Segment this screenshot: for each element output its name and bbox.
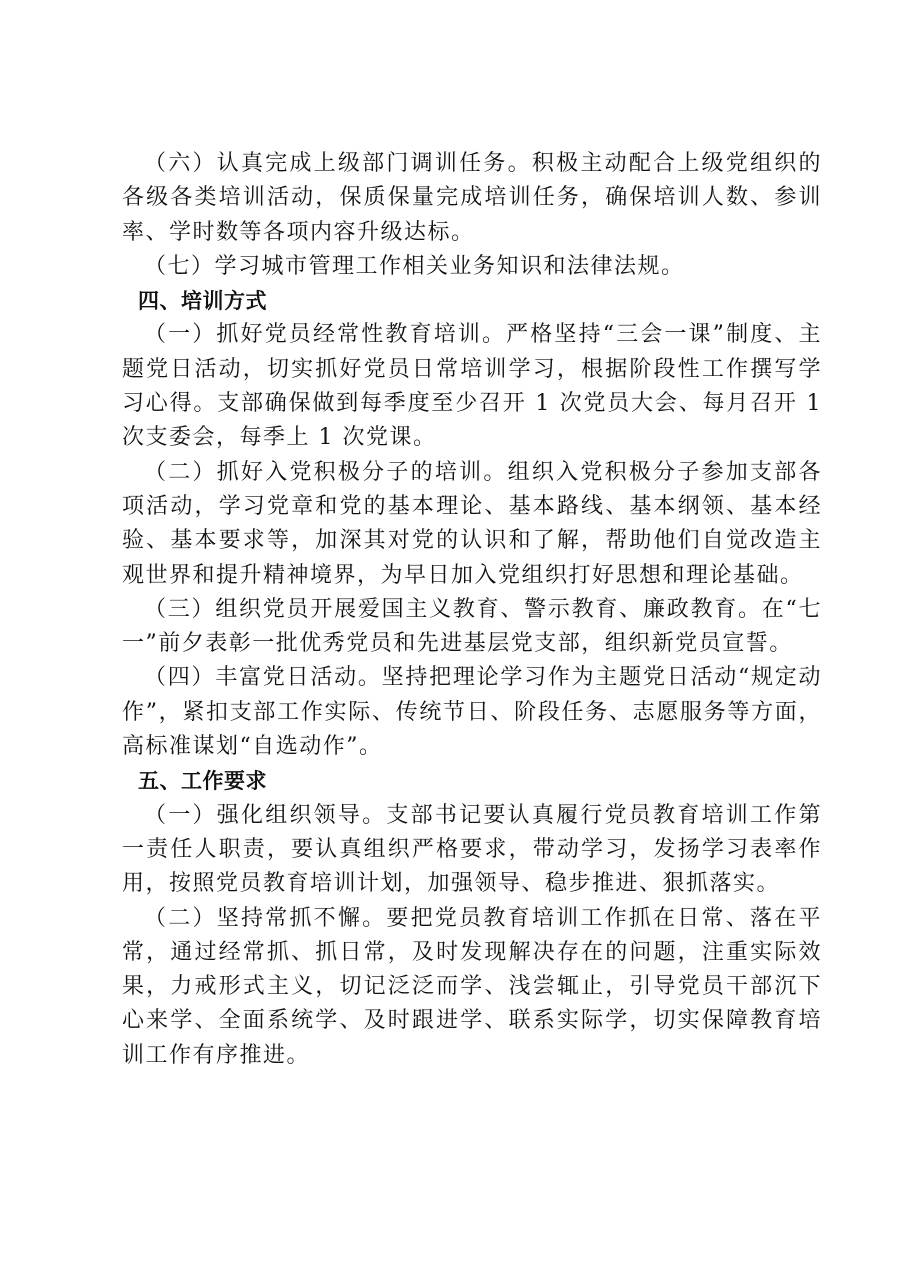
paragraph-training-four: （四）丰富党日活动。坚持把理论学习作为主题党日活动“规定动作”，紧扣支部工作实际、传统节日、阶段任务、志愿服务等方面，高标准谋划“自选动作”。: [122, 665, 822, 760]
paragraph-seven: （七）学习城市管理工作相关业务知识和法律法规。: [144, 253, 685, 279]
paragraph-training-three: （三）组织党员开展爱国主义教育、警示教育、廉政教育。在“七一”前夕表彰一批优秀党员和先进基层党支部，组织新党员宣誓。: [122, 596, 822, 657]
paragraph-training-one: （一）抓好党员经常性教育培训。严格坚持“三会一课”制度、主题党日活动，切实抓好党员日常培训学习，根据阶段性工作撰写学习心得。支部确保做到每季度至少召开 1 次党员大会、每月召开 1 次支委会，每季上 1 次党课。: [122, 322, 822, 451]
document-page: [122, 147, 822, 1073]
section-heading-work-requirements: 五、工作要求: [138, 769, 267, 794]
paragraph-training-two: （二）抓好入党积极分子的培训。组织入党积极分子参加支部各项活动，学习党章和党的基本理论、基本路线、基本纲领、基本经验、基本要求等，加深其对党的认识和了解，帮助他们自觉改造主观世界和提升精神境界，为早日加入党组织打好思想和理论基础。: [122, 459, 822, 588]
paragraph-requirement-two: （二）坚持常抓不懈。要把党员教育培训工作抓在日常、落在平常，通过经常抓、抓日常，及时发现解决存在的问题，注重实际效果，力戒形式主义，切记泛泛而学、浅尝辄止，引导党员干部沉下心来学、全面系统学、及时跟进学、联系实际学，切实保障教育培训工作有序推进。: [122, 905, 822, 1068]
section-heading-training-methods: 四、培训方式: [138, 289, 267, 314]
paragraph-six: （六）认真完成上级部门调训任务。积极主动配合上级党组织的各级各类培训活动，保质保量完成培训任务，确保培训人数、参训率、学时数等各项内容升级达标。: [122, 151, 822, 245]
paragraph-requirement-one: （一）强化组织领导。支部书记要认真履行党员教育培训工作第一责任人职责，要认真组织严格要求，带动学习，发扬学习表率作用，按照党员教育培训计划，加强领导、稳步推进、狠抓落实。: [122, 802, 822, 897]
